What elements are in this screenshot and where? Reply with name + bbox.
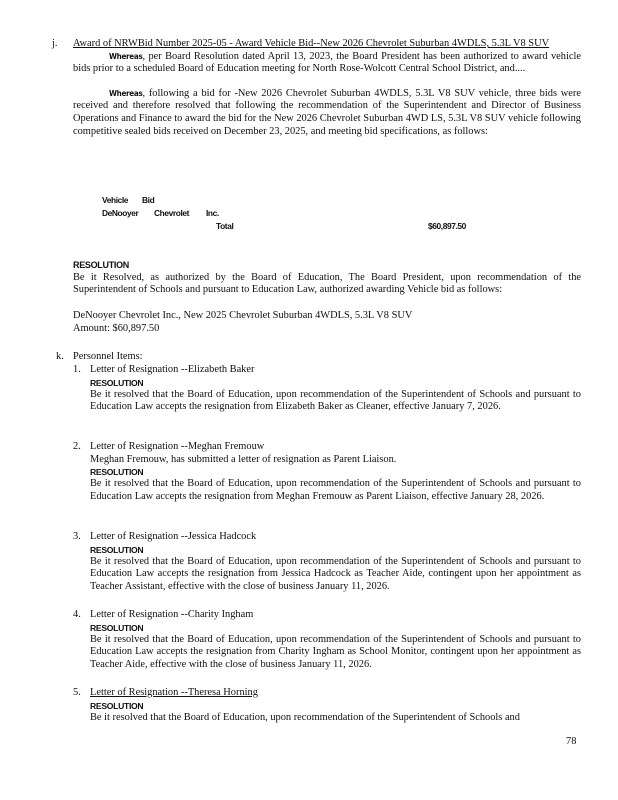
item-resolution-label: RESOLUTION	[90, 467, 144, 478]
whereas-word-1: Whereas	[109, 51, 143, 61]
bid-table-total-label: Total	[216, 221, 234, 231]
item-intro: Meghan Fremouw, has submitted a letter of resignation as Parent Liaison.	[90, 453, 397, 465]
personnel-item-3	[73, 531, 581, 593]
personnel-item-4	[73, 609, 581, 671]
item-title: Letter of Resignation --Theresa Horning	[90, 687, 258, 698]
item-resolution-text: Be it resolved that the Board of Education, upon recommendation of the Superintendent of Schools and pursuant to Education Law accepts the resignation from Meghan Fremouw as Parent Liaison, effective January 28, 2026.	[90, 478, 581, 502]
section-j-marker: j.	[52, 38, 58, 49]
item-number: 1.	[73, 364, 81, 375]
section-j-resolution-text: Be it Resolved, as authorized by the Board of Education, The Board President, upon recommendation of the Superintendent of Schools and pursuant to Education Law, authorized awarding Vehicle bid as follows:	[73, 271, 581, 296]
bid-table-vendor-1: DeNooyer	[102, 208, 139, 218]
item-title: Letter of Resignation --Meghan Fremouw	[90, 441, 265, 452]
section-j-resolution	[73, 259, 581, 297]
bid-table-vendor-2: Chevrolet	[154, 208, 190, 218]
item-number: 5.	[73, 687, 81, 698]
item-resolution-text: Be it resolved that the Board of Education, upon recommendation of the Superintendent of Schools and pursuant to Education Law accepts the resignation from Elizabeth Baker as Cleaner, effective January 7, 2026.	[90, 388, 581, 413]
bid-table-header-vehicle: Vehicle	[102, 195, 129, 205]
section-k-title: Personnel Items:	[73, 351, 143, 362]
item-number: 4.	[73, 609, 81, 620]
page-number: 78	[566, 736, 577, 747]
whereas-paragraph-2	[73, 88, 581, 138]
amount-line: Amount: $60,897.50	[73, 322, 160, 334]
item-title: Letter of Resignation --Jessica Hadcock	[90, 531, 257, 542]
item-resolution-label: RESOLUTION	[90, 622, 144, 633]
item-title: Letter of Resignation --Elizabeth Baker	[90, 364, 255, 375]
item-resolution-text: Be it resolved that the Board of Education, upon recommendation of the Superintendent of Schools and	[90, 711, 520, 723]
whereas-paragraph-1	[73, 51, 581, 76]
item-resolution-label: RESOLUTION	[90, 544, 144, 555]
item-resolution-text: Be it resolved that the Board of Education, upon recommendation of the Superintendent of Schools and pursuant to Education Law accepts the resignation from Charity Ingham as School Monitor, contingent upon her appointment as Teacher Aide, effective with the close of business January 11, 2026.	[90, 633, 581, 670]
section-j-title: Award of NRWBid Number 2025-05 - Award Vehicle Bid--New 2026 Chevrolet Suburban 4WDLS, 5.3L V8 SUV	[73, 38, 550, 49]
section-j-resolution-label: RESOLUTION	[73, 260, 130, 270]
whereas-word-2: Whereas	[109, 88, 143, 98]
item-number: 3.	[73, 531, 81, 542]
personnel-item-1	[73, 364, 581, 414]
item-resolution-label: RESOLUTION	[90, 377, 144, 388]
section-j-body	[73, 38, 581, 138]
item-resolution-text: Be it resolved that the Board of Education, upon recommendation of the Superintendent of Schools and pursuant to Education Law accepts the resignation from Jessica Hadcock as Teacher Aide, contingent upon her appointment as Teacher Assistant, effective with the close of business January 11, 2026.	[90, 555, 581, 592]
personnel-item-2	[73, 441, 581, 503]
whereas-text-1: , per Board Resolution dated April 13, 2023, the Board President has been authorized to award vehicle bids prior to a scheduled Board of Education meeting for North Rose-Wolcott Central School District, and....	[73, 50, 581, 75]
award-details	[73, 310, 581, 335]
bid-table-header-bid: Bid	[142, 195, 155, 205]
bid-table-total-value: $60,897.50	[428, 221, 466, 231]
section-k-marker: k.	[56, 351, 64, 362]
bid-table-vendor-3: Inc.	[206, 208, 219, 218]
item-number: 2.	[73, 441, 81, 452]
whereas-text-2: , following a bid for -New 2026 Chevrolet Suburban 4WDLS, 5.3L V8 SUV vehicle, three bids were received and therefore resolved that following the recommendation of the Superintendent and Director of Business Operations and Finance to award the bid for the New 2026 Chevrolet Suburban 4WD LS, 5.3L V8 SUV vehicle following competitive sealed bids received on December 23, 2025, and meeting bid specifications, as follows:	[73, 87, 581, 137]
item-resolution-label: RESOLUTION	[90, 700, 144, 711]
award-line: DeNooyer Chevrolet Inc., New 2025 Chevrolet Suburban 4WDLS, 5.3L V8 SUV	[73, 310, 413, 321]
item-title: Letter of Resignation --Charity Ingham	[90, 609, 254, 620]
personnel-item-5	[73, 687, 581, 724]
